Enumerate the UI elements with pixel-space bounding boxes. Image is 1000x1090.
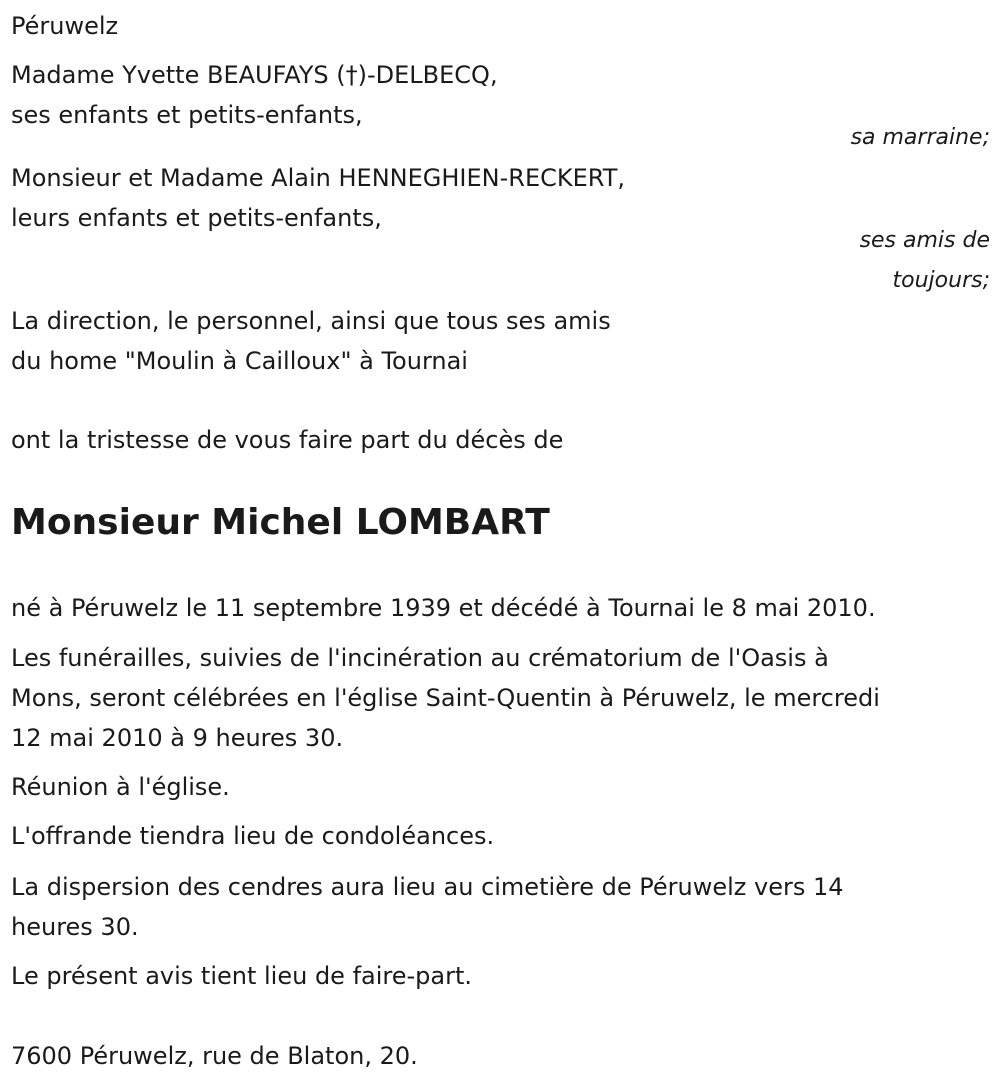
- detail-line: heures 30.: [11, 913, 139, 941]
- announcement-text: ont la tristesse de vous faire part du décès de: [11, 426, 564, 454]
- detail-line: 12 mai 2010 à 9 heures 30.: [11, 724, 344, 752]
- family-line: Monsieur et Madame Alain HENNEGHIEN-RECKERT,: [11, 164, 625, 192]
- detail-line: Le présent avis tient lieu de faire-part.: [11, 962, 473, 990]
- detail-line: Réunion à l'église.: [11, 773, 230, 801]
- location-heading: Péruwelz: [11, 12, 119, 40]
- family-line: Madame Yvette BEAUFAYS (†)-DELBECQ,: [11, 61, 498, 89]
- family-line: ses enfants et petits-enfants,: [11, 101, 363, 129]
- relation-label: ses amis de: [859, 228, 990, 253]
- relation-label: toujours;: [892, 268, 990, 293]
- address-line: 7600 Péruwelz, rue de Blaton, 20.: [11, 1042, 418, 1070]
- detail-line: L'offrande tiendra lieu de condoléances.: [11, 822, 495, 850]
- relation-label: sa marraine;: [850, 125, 990, 150]
- deceased-name: Monsieur Michel LOMBART: [11, 502, 550, 543]
- family-line: du home "Moulin à Cailloux" à Tournai: [11, 347, 468, 375]
- detail-line: né à Péruwelz le 11 septembre 1939 et décédé à Tournai le 8 mai 2010.: [11, 594, 876, 622]
- detail-line: La dispersion des cendres aura lieu au cimetière de Péruwelz vers 14: [11, 873, 844, 901]
- family-line: La direction, le personnel, ainsi que tous ses amis: [11, 307, 611, 335]
- detail-line: Les funérailles, suivies de l'incinération au crématorium de l'Oasis à: [11, 644, 829, 672]
- family-line: leurs enfants et petits-enfants,: [11, 204, 382, 232]
- detail-line: Mons, seront célébrées en l'église Saint-Quentin à Péruwelz, le mercredi: [11, 684, 880, 712]
